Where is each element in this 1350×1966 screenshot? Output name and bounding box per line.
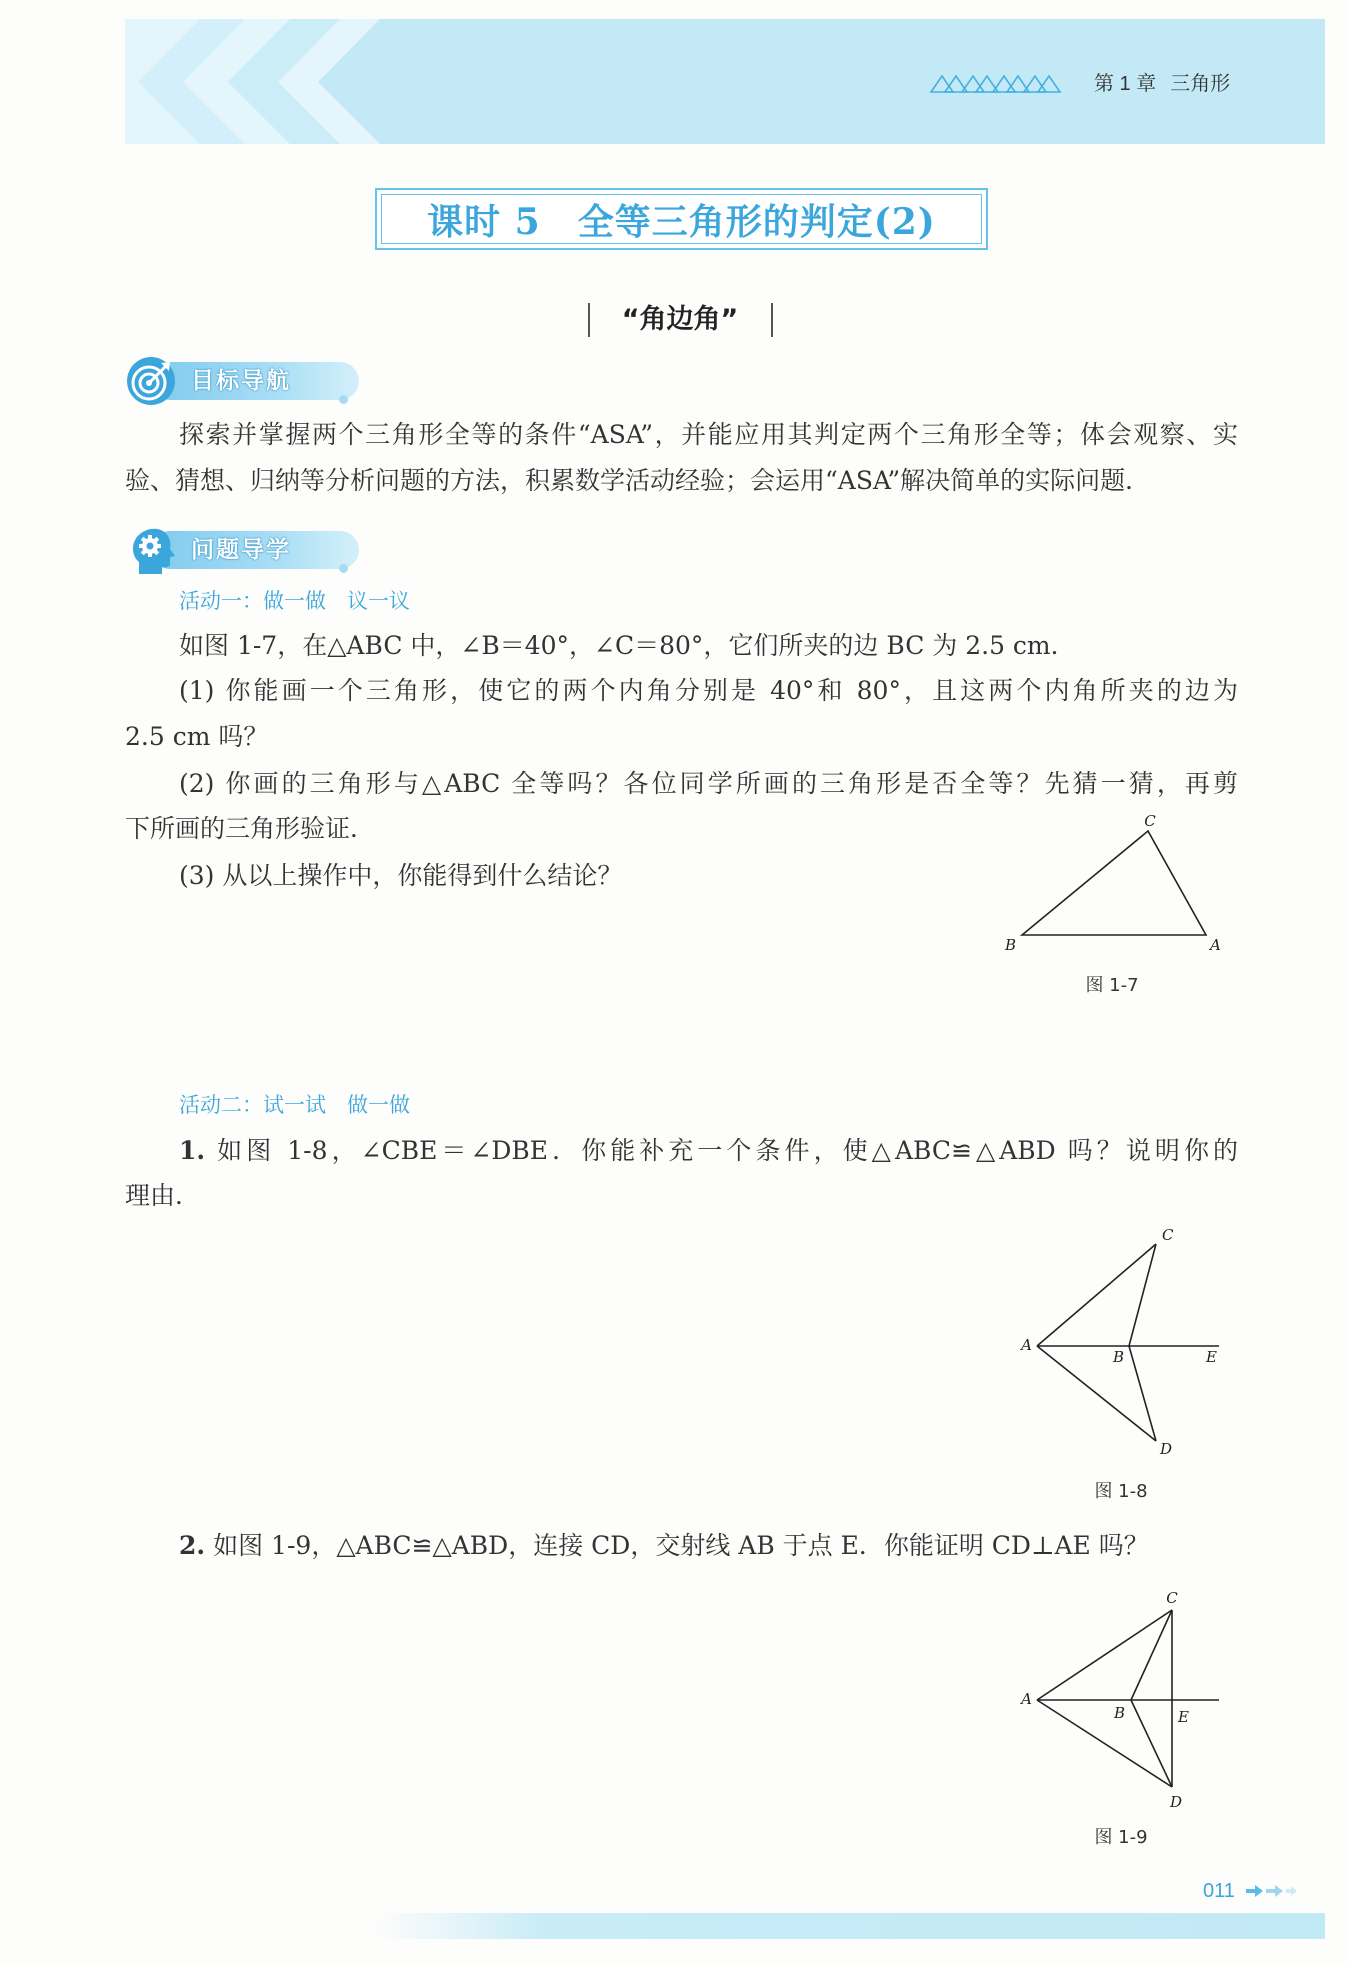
point-label-d: D — [1160, 1440, 1173, 1458]
lesson-title: 课时 5 全等三角形的判定(2) — [427, 200, 936, 243]
point-label-c: C — [1166, 1589, 1178, 1607]
arrow-right-icon — [1246, 1883, 1298, 1899]
activity1-line: (1) 你能画一个三角形，使它的两个内角分别是 40°和 80°，且这两个内角所夹的边为 — [179, 676, 1238, 705]
activity1-line: 2.5 cm 吗？ — [125, 722, 269, 751]
segment-cb — [1129, 1244, 1156, 1346]
chapter-title: 三角形 — [1170, 73, 1231, 95]
activity1-heading: 活动一：做一做 议一议 — [179, 589, 410, 613]
point-label-c: C — [1162, 1226, 1174, 1244]
figure-1-8 — [1037, 1244, 1219, 1441]
figure-caption: 图 1-9 — [1094, 1827, 1148, 1848]
goals-badge-label: 目标导航 — [191, 368, 291, 394]
point-label-b: B — [1004, 936, 1016, 954]
point-label-a: A — [1210, 936, 1221, 954]
figure-caption: 图 1-8 — [1094, 1481, 1148, 1502]
chapter-number: 第 1 章 — [1094, 73, 1157, 95]
point-label-c: C — [1144, 812, 1156, 830]
segment-ac — [1037, 1244, 1156, 1346]
question-1-text: 如图 1-8，∠CBE＝∠DBE．你能补充一个条件，使△ABC≌△ABD 吗？说明你的 — [213, 1136, 1238, 1165]
activity2-heading: 活动二：试一试 做一做 — [179, 1093, 410, 1117]
point-label-d: D — [1170, 1793, 1183, 1811]
goals-text-line: 探索并掌握两个三角形全等的条件“ASA”，并能应用其判定两个三角形全等；体会观察、实 — [179, 420, 1238, 449]
point-label-e: E — [1206, 1348, 1217, 1366]
figure-caption: 图 1-7 — [1085, 975, 1139, 996]
point-label-b: B — [1114, 1704, 1126, 1722]
activity1-line: (2) 你画的三角形与△ABC 全等吗？各位同学所画的三角形是否全等？先猜一猜，再剪 — [179, 769, 1238, 798]
point-label-a: A — [1021, 1336, 1032, 1354]
figure-1-7 — [1004, 812, 1221, 996]
guide-badge-label: 问题导学 — [191, 537, 291, 563]
question-1-text-cont: 理由． — [125, 1181, 201, 1210]
goals-text-line: 验、猜想、归纳等分析问题的方法，积累数学活动经验；会运用“ASA”解决简单的实际问题． — [125, 466, 1151, 495]
point-label-b: B — [1113, 1348, 1125, 1366]
figure-1-9 — [1037, 1610, 1219, 1787]
question-2-text: 如图 1-9，△ABC≌△ABD，连接 CD，交射线 AB 于点 E．你能证明 CD⊥AE 吗？ — [213, 1531, 1149, 1560]
segment-bd — [1129, 1346, 1156, 1441]
activity1-line: (3) 从以上操作中，你能得到什么结论？ — [179, 861, 623, 890]
segment-da — [1037, 1346, 1156, 1441]
point-label-e: E — [1178, 1708, 1189, 1726]
triangle-abc — [1022, 831, 1206, 935]
point-label-a: A — [1021, 1690, 1032, 1708]
question-number: 2. — [179, 1531, 206, 1560]
activity1-line: 如图 1-7，在△ABC 中，∠B＝40°，∠C＝80°，它们所夹的边 BC 为 2.5 cm． — [179, 631, 1076, 660]
question-number: 1. — [179, 1136, 206, 1165]
activity1-line: 下所画的三角形验证． — [125, 814, 376, 843]
footer-band — [375, 1913, 1325, 1939]
lesson-subtitle: “角边角” — [621, 304, 739, 335]
page-number: 011 — [1203, 1880, 1235, 1902]
